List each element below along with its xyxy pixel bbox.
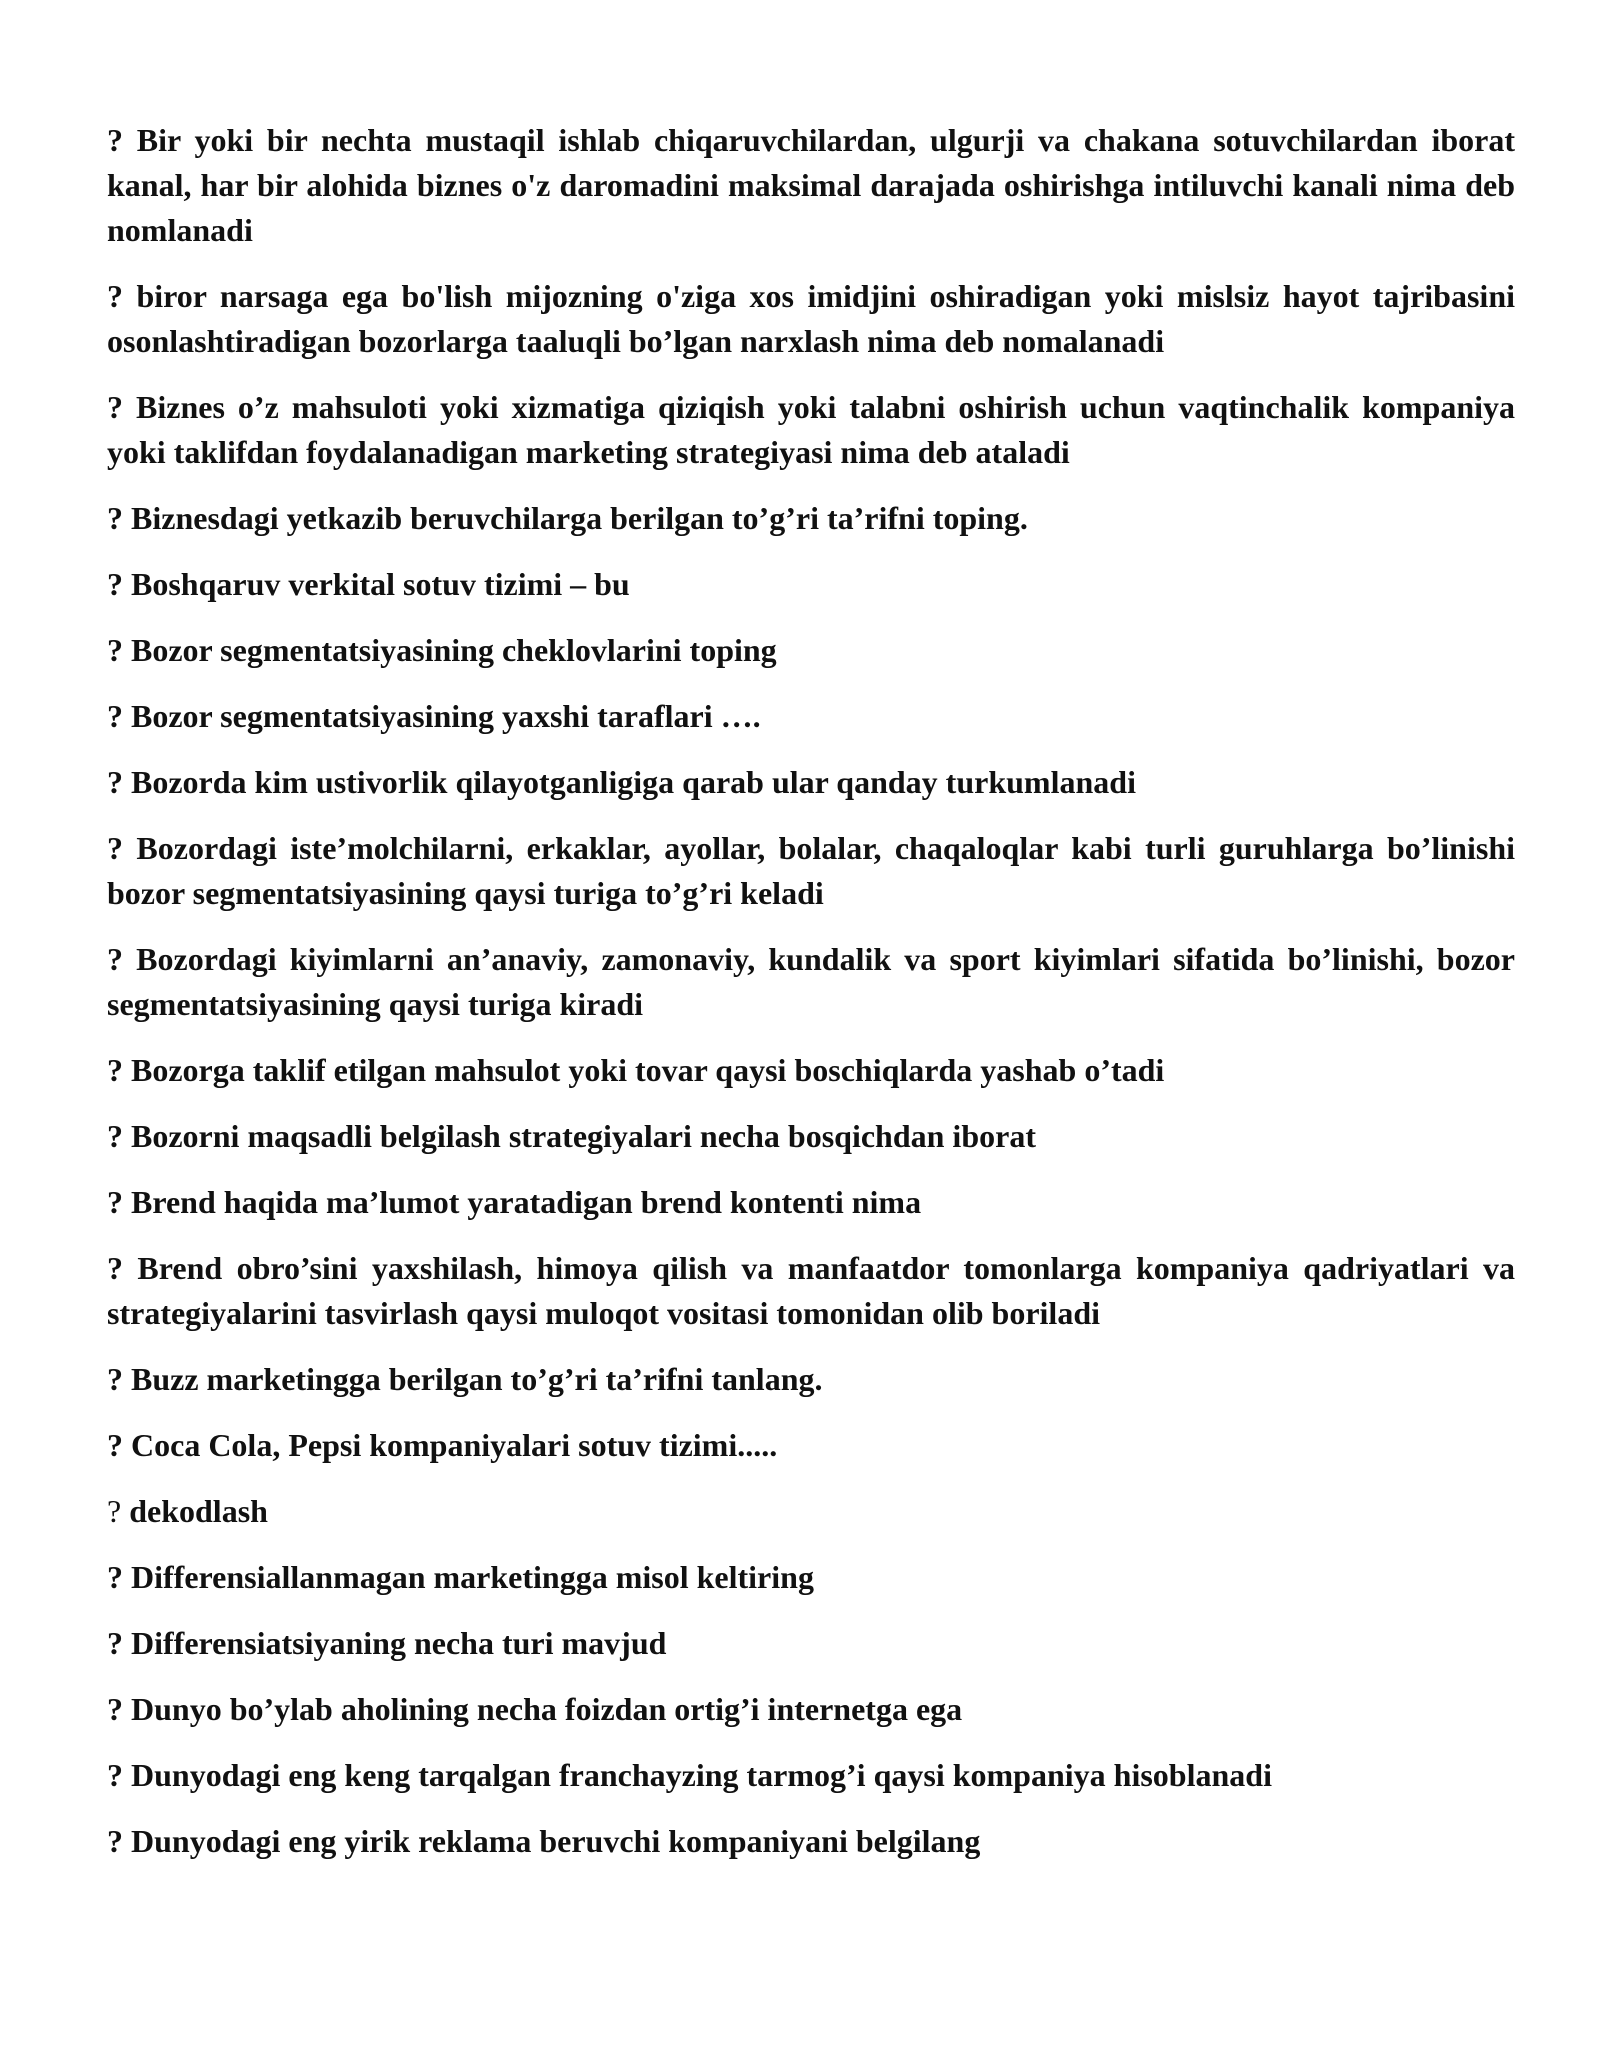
question-text: Dunyodagi eng keng tarqalgan franchayzing tarmog’i qaysi kompaniya hisoblanadi bbox=[131, 1757, 1272, 1793]
question-text: Dunyodagi eng yirik reklama beruvchi kompaniyani belgilang bbox=[131, 1823, 981, 1859]
question-marker: ? bbox=[107, 1691, 123, 1727]
question-text: Bozor segmentatsiyasining cheklovlarini toping bbox=[131, 632, 777, 668]
question-item bbox=[107, 694, 1515, 739]
question-text: Biznesdagi yetkazib beruvchilarga berilgan to’g’ri ta’rifni toping. bbox=[131, 500, 1028, 536]
question-item bbox=[107, 937, 1515, 1027]
question-marker: ? bbox=[107, 278, 123, 314]
question-marker: ? bbox=[107, 1823, 123, 1859]
question-item bbox=[107, 826, 1515, 916]
question-item bbox=[107, 760, 1515, 805]
question-item bbox=[107, 1555, 1515, 1600]
question-text: Differensiallanmagan marketingga misol keltiring bbox=[131, 1559, 814, 1595]
question-text: Bozorga taklif etilgan mahsulot yoki tovar qaysi boschiqlarda yashab o’tadi bbox=[131, 1052, 1165, 1088]
question-marker: ? bbox=[107, 632, 123, 668]
question-marker: ? bbox=[107, 566, 123, 602]
question-item bbox=[107, 1246, 1515, 1336]
question-text: Brend obro’sini yaxshilash, himoya qilish va manfaatdor tomonlarga kompaniya qadriyatlari va strategiyalarini tasvirlash qaysi muloqot vositasi tomonidan olib boriladi bbox=[107, 1250, 1516, 1331]
question-marker: ? bbox=[107, 1184, 123, 1220]
question-marker: ? bbox=[107, 1427, 123, 1463]
question-marker: ? bbox=[107, 1052, 123, 1088]
question-marker: ? bbox=[107, 389, 123, 425]
question-list bbox=[107, 118, 1515, 1885]
question-marker: ? bbox=[107, 764, 123, 800]
question-marker: ? bbox=[107, 1493, 122, 1529]
question-text: Dunyo bo’ylab aholining necha foizdan ortig’i internetga ega bbox=[131, 1691, 963, 1727]
question-marker: ? bbox=[107, 941, 123, 977]
question-item bbox=[107, 1819, 1515, 1864]
question-marker: ? bbox=[107, 122, 123, 158]
question-item bbox=[107, 1114, 1515, 1159]
question-item bbox=[107, 628, 1515, 673]
question-text: Bir yoki bir nechta mustaqil ishlab chiqaruvchilardan, ulgurji va chakana sotuvchilardan iborat kanal, har bir alohida biznes o'z daromadini maksimal darajada oshirishga intiluvchi kanali nima deb nomlanadi bbox=[107, 122, 1516, 248]
question-text: Bozor segmentatsiyasining yaxshi taraflari …. bbox=[131, 698, 761, 734]
question-item bbox=[107, 496, 1515, 541]
question-item bbox=[107, 562, 1515, 607]
question-text: Coca Cola, Pepsi kompaniyalari sotuv tizimi..... bbox=[131, 1427, 778, 1463]
question-text: Bozorda kim ustivorlik qilayotganligiga qarab ular qanday turkumlanadi bbox=[131, 764, 1136, 800]
question-item bbox=[107, 1753, 1515, 1798]
question-text: biror narsaga ega bo'lish mijozning o'ziga xos imidjini oshiradigan yoki mislsiz hayot tajribasini osonlashtiradigan bozorlarga taaluqli bo’lgan narxlash nima deb nomalanadi bbox=[107, 278, 1516, 359]
question-text: Bozordagi kiyimlarni an’anaviy, zamonaviy, kundalik va sport kiyimlari sifatida bo’linishi, bozor segmentatsiyasining qaysi turiga kiradi bbox=[107, 941, 1516, 1022]
question-marker: ? bbox=[107, 1559, 123, 1595]
question-marker: ? bbox=[107, 698, 123, 734]
question-item bbox=[107, 1489, 1515, 1534]
question-marker: ? bbox=[107, 830, 123, 866]
question-text: Biznes o’z mahsuloti yoki xizmatiga qiziqish yoki talabni oshirish uchun vaqtinchalik kompaniya yoki taklifdan foydalanadigan marketing strategiyasi nima deb ataladi bbox=[107, 389, 1516, 470]
question-item bbox=[107, 1048, 1515, 1093]
question-text: dekodlash bbox=[129, 1493, 268, 1529]
question-item bbox=[107, 1423, 1515, 1468]
question-item bbox=[107, 1357, 1515, 1402]
question-item bbox=[107, 1180, 1515, 1225]
question-text: Buzz marketingga berilgan to’g’ri ta’rifni tanlang. bbox=[131, 1361, 823, 1397]
question-marker: ? bbox=[107, 1250, 123, 1286]
question-marker: ? bbox=[107, 500, 123, 536]
question-item bbox=[107, 385, 1515, 475]
question-text: Differensiatsiyaning necha turi mavjud bbox=[131, 1625, 667, 1661]
question-marker: ? bbox=[107, 1118, 123, 1154]
question-marker: ? bbox=[107, 1757, 123, 1793]
question-text: Bozorni maqsadli belgilash strategiyalari necha bosqichdan iborat bbox=[131, 1118, 1036, 1154]
question-text: Boshqaruv verkital sotuv tizimi – bu bbox=[131, 566, 630, 602]
question-item bbox=[107, 118, 1515, 253]
question-text: Brend haqida ma’lumot yaratadigan brend kontenti nima bbox=[131, 1184, 922, 1220]
question-item bbox=[107, 1687, 1515, 1732]
question-item bbox=[107, 1621, 1515, 1666]
question-marker: ? bbox=[107, 1625, 123, 1661]
question-text: Bozordagi iste’molchilarni, erkaklar, ayollar, bolalar, chaqaloqlar kabi turli guruhlarga bo’linishi bozor segmentatsiyasining qaysi turiga to’g’ri keladi bbox=[107, 830, 1516, 911]
question-item bbox=[107, 274, 1515, 364]
question-marker: ? bbox=[107, 1361, 123, 1397]
